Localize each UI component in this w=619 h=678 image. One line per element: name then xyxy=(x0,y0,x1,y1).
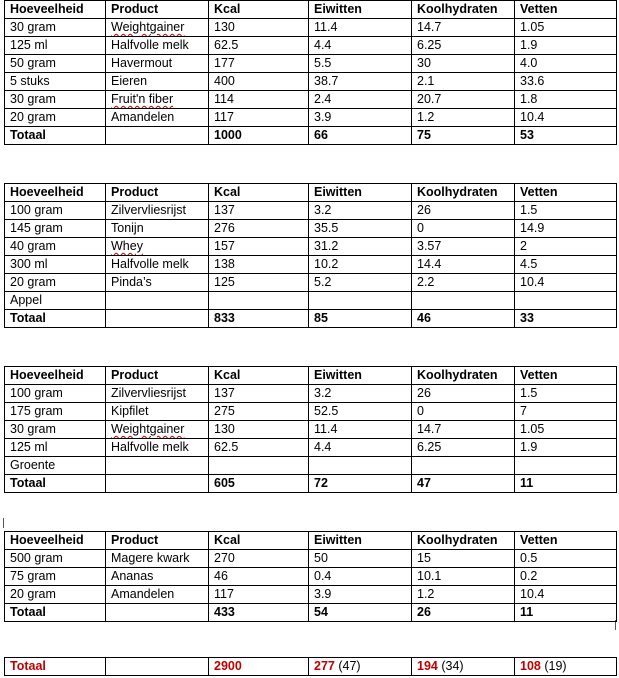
kh-cell: 0 xyxy=(412,403,515,421)
header-koolhydraten: Koolhydraten xyxy=(412,367,515,385)
kh-cell: 14.7 xyxy=(412,421,515,439)
product-cell xyxy=(106,19,209,37)
eiwit-cell: 2.4 xyxy=(309,91,412,109)
kh-cell: 1.2 xyxy=(412,586,515,604)
header-koolhydraten: Koolhydraten xyxy=(412,184,515,202)
qty-cell: 20 gram xyxy=(5,109,106,127)
qty-cell: 100 gram xyxy=(5,385,106,403)
vet-cell: 1.8 xyxy=(515,91,617,109)
total-eiwit: 54 xyxy=(309,604,412,622)
vet-cell: 7 xyxy=(515,403,617,421)
eiwit-cell: 38.7 xyxy=(309,73,412,91)
header-row xyxy=(5,367,617,385)
total-label: Totaal xyxy=(5,127,106,145)
table-row xyxy=(5,19,617,37)
vet-cell: 1.9 xyxy=(515,37,617,55)
table-row xyxy=(5,292,617,310)
kh-cell xyxy=(412,292,515,310)
table-row xyxy=(5,256,617,274)
eiwit-cell: 3.9 xyxy=(309,586,412,604)
kcal-cell: 275 xyxy=(209,403,309,421)
kh-cell: 6.25 xyxy=(412,439,515,457)
total-label: Totaal xyxy=(5,604,106,622)
header-row xyxy=(5,184,617,202)
header-product: Product xyxy=(106,367,209,385)
eiwit-cell: 52.5 xyxy=(309,403,412,421)
kh-cell: 2.2 xyxy=(412,274,515,292)
eiwit-cell: 3.9 xyxy=(309,109,412,127)
header-row xyxy=(5,1,617,19)
grand-total-eiwit-cell xyxy=(309,658,412,676)
empty-cell xyxy=(106,658,209,676)
kh-cell: 14.7 xyxy=(412,19,515,37)
product-cell: Kipfilet xyxy=(106,403,209,421)
table-row xyxy=(5,91,617,109)
kcal-cell: 117 xyxy=(209,109,309,127)
header-kcal: Kcal xyxy=(209,532,309,550)
total-row xyxy=(5,310,617,328)
header-koolhydraten: Koolhydraten xyxy=(412,1,515,19)
product-cell xyxy=(106,292,209,310)
qty-cell: 50 gram xyxy=(5,55,106,73)
meal-table-2 xyxy=(4,183,617,328)
qty-cell: 145 gram xyxy=(5,220,106,238)
vet-cell: 1.9 xyxy=(515,439,617,457)
table-row xyxy=(5,421,617,439)
header-kcal: Kcal xyxy=(209,1,309,19)
table-row xyxy=(5,385,617,403)
qty-cell: 5 stuks xyxy=(5,73,106,91)
product-cell: Pinda’s xyxy=(106,274,209,292)
table-row xyxy=(5,37,617,55)
product-cell: Amandelen xyxy=(106,109,209,127)
eiwit-cell: 0.4 xyxy=(309,568,412,586)
grand-total-kh-extra: (34) xyxy=(441,659,464,673)
header-koolhydraten: Koolhydraten xyxy=(412,532,515,550)
kcal-cell: 130 xyxy=(209,421,309,439)
table-row xyxy=(5,550,617,568)
total-eiwit: 85 xyxy=(309,310,412,328)
kcal-cell: 137 xyxy=(209,202,309,220)
header-product: Product xyxy=(106,184,209,202)
kcal-cell: 62.5 xyxy=(209,37,309,55)
eiwit-cell xyxy=(309,292,412,310)
vet-cell: 4.0 xyxy=(515,55,617,73)
total-kh: 26 xyxy=(412,604,515,622)
kcal-cell: 177 xyxy=(209,55,309,73)
qty-cell: 40 gram xyxy=(5,238,106,256)
kcal-cell xyxy=(209,292,309,310)
kcal-cell: 138 xyxy=(209,256,309,274)
table-row xyxy=(5,403,617,421)
qty-cell: 75 gram xyxy=(5,568,106,586)
product-cell: Zilvervliesrijst xyxy=(106,202,209,220)
grand-total-vet-cell xyxy=(515,658,617,676)
header-eiwitten: Eiwitten xyxy=(309,1,412,19)
table-row xyxy=(5,55,617,73)
header-product: Product xyxy=(106,1,209,19)
qty-cell: 30 gram xyxy=(5,19,106,37)
grand-total-vet-extra: (19) xyxy=(544,659,567,673)
kh-cell: 1.2 xyxy=(412,109,515,127)
kh-cell: 26 xyxy=(412,202,515,220)
total-kcal: 833 xyxy=(209,310,309,328)
empty-cell xyxy=(106,127,209,145)
qty-cell: 300 ml xyxy=(5,256,106,274)
vet-cell: 14.9 xyxy=(515,220,617,238)
table-row xyxy=(5,202,617,220)
vet-cell: 1.5 xyxy=(515,202,617,220)
total-kcal: 433 xyxy=(209,604,309,622)
eiwit-cell: 50 xyxy=(309,550,412,568)
total-row xyxy=(5,475,617,493)
header-vetten: Vetten xyxy=(515,1,617,19)
product-cell: Havermout xyxy=(106,55,209,73)
product-cell: Amandelen xyxy=(106,586,209,604)
vet-cell xyxy=(515,292,617,310)
product-cell: Magere kwark xyxy=(106,550,209,568)
kh-cell xyxy=(412,457,515,475)
product-name: Weightgainer xyxy=(111,20,185,34)
kh-cell: 26 xyxy=(412,385,515,403)
product-name: Whey xyxy=(111,239,143,253)
grand-total-row xyxy=(5,658,617,676)
kcal-cell: 400 xyxy=(209,73,309,91)
header-hoeveelheid: Hoeveelheid xyxy=(5,532,106,550)
meal-table-3 xyxy=(4,366,617,493)
vet-cell xyxy=(515,457,617,475)
header-kcal: Kcal xyxy=(209,184,309,202)
kcal-cell: 125 xyxy=(209,274,309,292)
kcal-cell: 137 xyxy=(209,385,309,403)
eiwit-cell: 10.2 xyxy=(309,256,412,274)
table-row xyxy=(5,568,617,586)
header-vetten: Vetten xyxy=(515,367,617,385)
table-row xyxy=(5,274,617,292)
grand-total-kh: 194 xyxy=(417,659,438,673)
kcal-cell: 62.5 xyxy=(209,439,309,457)
eiwit-cell: 5.5 xyxy=(309,55,412,73)
table-row xyxy=(5,109,617,127)
eiwit-cell: 3.2 xyxy=(309,385,412,403)
qty-cell: 125 ml xyxy=(5,439,106,457)
kh-cell: 30 xyxy=(412,55,515,73)
header-hoeveelheid: Hoeveelheid xyxy=(5,367,106,385)
vet-cell: 0.5 xyxy=(515,550,617,568)
kcal-cell: 46 xyxy=(209,568,309,586)
grand-total-eiwit-extra: (47) xyxy=(338,659,361,673)
qty-cell: Appel xyxy=(5,292,106,310)
header-hoeveelheid: Hoeveelheid xyxy=(5,1,106,19)
table-row xyxy=(5,220,617,238)
eiwit-cell: 31.2 xyxy=(309,238,412,256)
header-row xyxy=(5,532,617,550)
total-vet: 53 xyxy=(515,127,617,145)
product-cell: Halfvolle melk xyxy=(106,37,209,55)
table-row xyxy=(5,586,617,604)
product-cell xyxy=(106,457,209,475)
total-eiwit: 72 xyxy=(309,475,412,493)
eiwit-cell: 5.2 xyxy=(309,274,412,292)
table-row xyxy=(5,439,617,457)
header-kcal: Kcal xyxy=(209,367,309,385)
product-cell: Eieren xyxy=(106,73,209,91)
eiwit-cell: 4.4 xyxy=(309,439,412,457)
total-vet: 11 xyxy=(515,604,617,622)
qty-cell: 100 gram xyxy=(5,202,106,220)
product-cell: Zilvervliesrijst xyxy=(106,385,209,403)
kh-cell: 10.1 xyxy=(412,568,515,586)
qty-cell: 20 gram xyxy=(5,274,106,292)
qty-cell: 125 ml xyxy=(5,37,106,55)
kh-cell: 20.7 xyxy=(412,91,515,109)
qty-cell: 500 gram xyxy=(5,550,106,568)
eiwit-cell: 35.5 xyxy=(309,220,412,238)
total-row xyxy=(5,127,617,145)
header-hoeveelheid: Hoeveelheid xyxy=(5,184,106,202)
grand-total-kcal: 2900 xyxy=(209,658,309,676)
vet-cell: 10.4 xyxy=(515,274,617,292)
kh-cell: 14.4 xyxy=(412,256,515,274)
kcal-cell xyxy=(209,457,309,475)
kh-cell: 15 xyxy=(412,550,515,568)
qty-cell: 175 gram xyxy=(5,403,106,421)
vet-cell: 0.2 xyxy=(515,568,617,586)
total-vet: 11 xyxy=(515,475,617,493)
empty-cell xyxy=(106,310,209,328)
total-kcal: 1000 xyxy=(209,127,309,145)
header-vetten: Vetten xyxy=(515,184,617,202)
kh-cell: 0 xyxy=(412,220,515,238)
total-kh: 46 xyxy=(412,310,515,328)
table-row xyxy=(5,457,617,475)
header-eiwitten: Eiwitten xyxy=(309,367,412,385)
kcal-cell: 117 xyxy=(209,586,309,604)
total-label: Totaal xyxy=(5,475,106,493)
header-product: Product xyxy=(106,532,209,550)
qty-cell: 30 gram xyxy=(5,91,106,109)
product-cell: Halfvolle melk xyxy=(106,256,209,274)
total-eiwit: 66 xyxy=(309,127,412,145)
total-vet: 33 xyxy=(515,310,617,328)
kcal-cell: 270 xyxy=(209,550,309,568)
header-vetten: Vetten xyxy=(515,532,617,550)
product-cell: Tonijn xyxy=(106,220,209,238)
eiwit-cell: 4.4 xyxy=(309,37,412,55)
grand-total-kh-cell xyxy=(412,658,515,676)
vet-cell: 4.5 xyxy=(515,256,617,274)
text-cursor-mark xyxy=(3,518,4,528)
grand-total-label: Totaal xyxy=(5,658,106,676)
vet-cell: 10.4 xyxy=(515,586,617,604)
grand-total-table xyxy=(4,657,617,676)
eiwit-cell: 11.4 xyxy=(309,19,412,37)
product-cell xyxy=(106,238,209,256)
eiwit-cell: 11.4 xyxy=(309,421,412,439)
eiwit-cell: 3.2 xyxy=(309,202,412,220)
meal-table-4 xyxy=(4,531,617,622)
grand-total-eiwit: 277 xyxy=(314,659,335,673)
meal-table-1 xyxy=(4,0,617,145)
header-eiwitten: Eiwitten xyxy=(309,532,412,550)
kcal-cell: 130 xyxy=(209,19,309,37)
total-row xyxy=(5,604,617,622)
table-row xyxy=(5,73,617,91)
eiwit-cell xyxy=(309,457,412,475)
table-row xyxy=(5,238,617,256)
product-cell: Ananas xyxy=(106,568,209,586)
total-kh: 47 xyxy=(412,475,515,493)
qty-cell: 20 gram xyxy=(5,586,106,604)
total-kh: 75 xyxy=(412,127,515,145)
vet-cell: 1.05 xyxy=(515,421,617,439)
kcal-cell: 276 xyxy=(209,220,309,238)
vet-cell: 33.6 xyxy=(515,73,617,91)
empty-cell xyxy=(106,604,209,622)
total-label: Totaal xyxy=(5,310,106,328)
vet-cell: 1.5 xyxy=(515,385,617,403)
product-cell xyxy=(106,91,209,109)
kh-cell: 6.25 xyxy=(412,37,515,55)
kh-cell: 2.1 xyxy=(412,73,515,91)
header-eiwitten: Eiwitten xyxy=(309,184,412,202)
product-name: Weightgainer xyxy=(111,422,185,436)
vet-cell: 1.05 xyxy=(515,19,617,37)
product-cell: Halfvolle melk xyxy=(106,439,209,457)
product-cell xyxy=(106,421,209,439)
kcal-cell: 114 xyxy=(209,91,309,109)
product-name: Fruit'n fiber xyxy=(111,92,174,106)
empty-cell xyxy=(106,475,209,493)
kh-cell: 3.57 xyxy=(412,238,515,256)
vet-cell: 2 xyxy=(515,238,617,256)
total-kcal: 605 xyxy=(209,475,309,493)
qty-cell: Groente xyxy=(5,457,106,475)
grand-total-vet: 108 xyxy=(520,659,541,673)
kcal-cell: 157 xyxy=(209,238,309,256)
vet-cell: 10.4 xyxy=(515,109,617,127)
qty-cell: 30 gram xyxy=(5,421,106,439)
